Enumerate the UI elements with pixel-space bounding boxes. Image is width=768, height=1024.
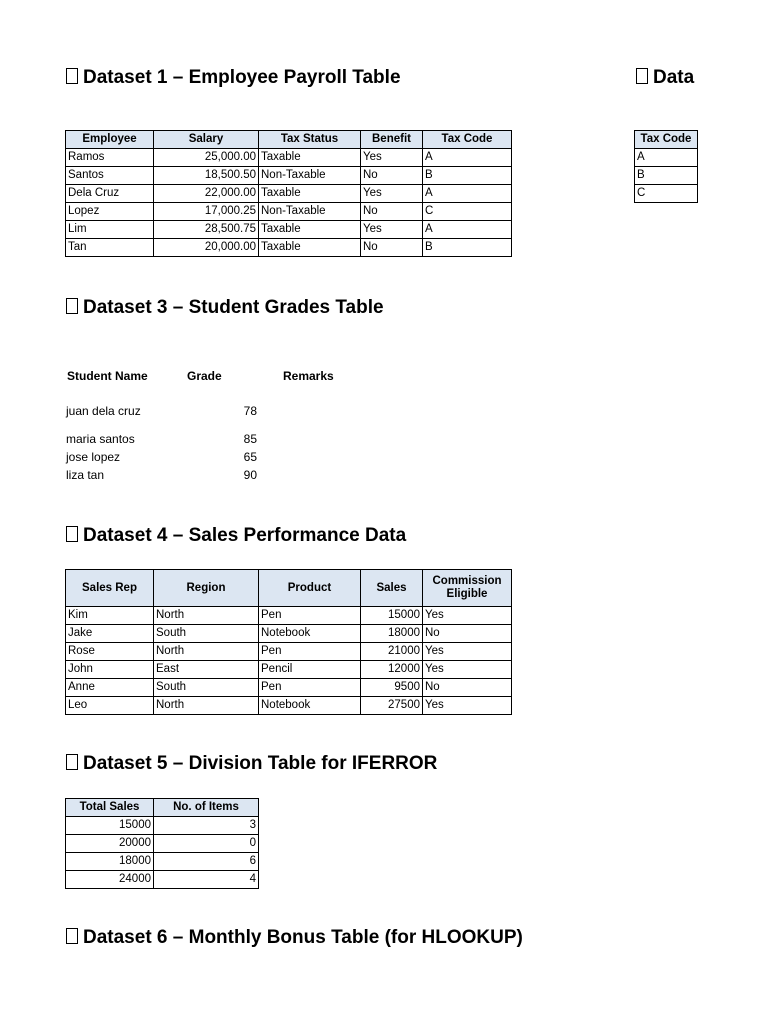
table-row — [66, 817, 259, 835]
table-row — [66, 149, 512, 167]
table-row — [66, 239, 512, 257]
table-cell: Notebook — [259, 697, 361, 715]
table-cell: 24000 — [66, 871, 154, 889]
table-cell: North — [154, 607, 259, 625]
dataset4-title: Dataset 4 – Sales Performance Data — [83, 525, 407, 546]
table-row — [66, 203, 512, 221]
student-name: liza tan — [66, 468, 105, 482]
table-cell: A — [423, 149, 512, 167]
column-header: No. of Items — [154, 799, 259, 817]
missing-glyph-icon — [66, 526, 78, 542]
table-row — [66, 835, 259, 853]
table-cell: Taxable — [259, 149, 361, 167]
table-cell: B — [635, 167, 698, 185]
table-cell: 4 — [154, 871, 259, 889]
dataset6-heading — [66, 926, 523, 950]
dataset2-title: Data — [653, 67, 695, 88]
table-cell: 15000 — [66, 817, 154, 835]
table-cell: Leo — [66, 697, 154, 715]
table-cell: Non-Taxable — [259, 167, 361, 185]
dataset5-title: Dataset 5 – Division Table for IFERROR — [83, 753, 438, 774]
table-cell: Yes — [361, 149, 423, 167]
dataset4-heading — [66, 524, 406, 548]
table-cell: Tan — [66, 239, 154, 257]
table-cell: Yes — [423, 697, 512, 715]
student-grade: 90 — [243, 468, 257, 482]
table-cell: A — [423, 185, 512, 203]
table-row — [66, 679, 512, 697]
table-cell: Pen — [259, 679, 361, 697]
table-cell: A — [635, 149, 698, 167]
table-cell: C — [635, 185, 698, 203]
table-row — [66, 661, 512, 679]
table-cell: Pen — [259, 607, 361, 625]
table-cell: 6 — [154, 853, 259, 871]
table-row — [66, 625, 512, 643]
student-name: jose lopez — [66, 450, 121, 464]
table-cell: No — [361, 203, 423, 221]
table-cell: A — [423, 221, 512, 239]
table-cell: Santos — [66, 167, 154, 185]
table-cell: 18000 — [361, 625, 423, 643]
table-cell: Taxable — [259, 185, 361, 203]
table-cell: Pencil — [259, 661, 361, 679]
table-cell: 3 — [154, 817, 259, 835]
table-cell: South — [154, 679, 259, 697]
table-cell: Yes — [361, 221, 423, 239]
column-header: Tax Code — [635, 131, 698, 149]
table-row — [66, 167, 512, 185]
table-cell: Non-Taxable — [259, 203, 361, 221]
column-header: Benefit — [361, 131, 423, 149]
table-cell: 20000 — [66, 835, 154, 853]
table-cell: Jake — [66, 625, 154, 643]
table-cell: B — [423, 239, 512, 257]
table-cell: No — [361, 239, 423, 257]
table-cell: 0 — [154, 835, 259, 853]
table-cell: 12000 — [361, 661, 423, 679]
table-cell: North — [154, 643, 259, 661]
table-cell: 28,500.75 — [154, 221, 259, 239]
table-cell: Yes — [423, 643, 512, 661]
column-header: Commission Eligible — [423, 570, 512, 607]
table-cell: Notebook — [259, 625, 361, 643]
table-cell: 27500 — [361, 697, 423, 715]
table-cell: 22,000.00 — [154, 185, 259, 203]
student-name: maria santos — [66, 432, 135, 446]
missing-glyph-icon — [66, 298, 78, 314]
column-header: Sales — [361, 570, 423, 607]
table-row — [635, 167, 698, 185]
table-cell: 25,000.00 — [154, 149, 259, 167]
table-row — [66, 871, 259, 889]
table-cell: Lopez — [66, 203, 154, 221]
table-cell: Lim — [66, 221, 154, 239]
table-cell: Anne — [66, 679, 154, 697]
table-row — [66, 185, 512, 203]
missing-glyph-icon — [66, 68, 78, 84]
table-cell: John — [66, 661, 154, 679]
table-cell: North — [154, 697, 259, 715]
table-cell: 18,500.50 — [154, 167, 259, 185]
table-header-row — [66, 570, 512, 607]
table-row — [66, 643, 512, 661]
dataset3-title: Dataset 3 – Student Grades Table — [83, 297, 384, 318]
dataset2-heading — [636, 66, 694, 90]
table-cell: 18000 — [66, 853, 154, 871]
table-cell: C — [423, 203, 512, 221]
missing-glyph-icon — [66, 754, 78, 770]
column-header: Salary — [154, 131, 259, 149]
table-cell: Taxable — [259, 239, 361, 257]
column-header: Tax Code — [423, 131, 512, 149]
column-header: Product — [259, 570, 361, 607]
table-row — [66, 221, 512, 239]
student-grade: 85 — [243, 432, 257, 446]
table-cell: 9500 — [361, 679, 423, 697]
column-header: Sales Rep — [66, 570, 154, 607]
table-cell: Dela Cruz — [66, 185, 154, 203]
table-header-row — [66, 799, 259, 817]
student-grade: 65 — [243, 450, 257, 464]
student-grade: 78 — [243, 404, 257, 418]
column-header: Region — [154, 570, 259, 607]
table-cell: Yes — [423, 661, 512, 679]
table-row — [66, 697, 512, 715]
division-table — [65, 798, 259, 889]
payroll-table — [65, 130, 512, 257]
column-header: Total Sales — [66, 799, 154, 817]
column-header: Remarks — [283, 369, 334, 383]
dataset3-heading — [66, 296, 384, 320]
table-cell: B — [423, 167, 512, 185]
missing-glyph-icon — [66, 928, 78, 944]
table-cell: Pen — [259, 643, 361, 661]
table-cell: 17,000.25 — [154, 203, 259, 221]
table-cell: Kim — [66, 607, 154, 625]
table-header-row — [635, 131, 698, 149]
table-cell: Ramos — [66, 149, 154, 167]
table-cell: No — [423, 625, 512, 643]
dataset5-heading — [66, 752, 437, 776]
missing-glyph-icon — [636, 68, 648, 84]
tax-code-table — [634, 130, 698, 203]
column-header: Grade — [187, 369, 222, 383]
table-cell: 20,000.00 — [154, 239, 259, 257]
table-cell: 15000 — [361, 607, 423, 625]
column-header: Student Name — [67, 369, 148, 383]
dataset6-title: Dataset 6 – Monthly Bonus Table (for HLOOKUP) — [83, 927, 523, 948]
table-row — [635, 149, 698, 167]
table-row — [635, 185, 698, 203]
table-cell: No — [361, 167, 423, 185]
table-cell: South — [154, 625, 259, 643]
table-cell: Yes — [361, 185, 423, 203]
dataset1-heading — [66, 66, 401, 90]
table-header-row — [66, 131, 512, 149]
table-cell: East — [154, 661, 259, 679]
table-cell: No — [423, 679, 512, 697]
table-cell: 21000 — [361, 643, 423, 661]
table-cell: Taxable — [259, 221, 361, 239]
table-row — [66, 853, 259, 871]
sales-table — [65, 569, 512, 715]
table-row — [66, 607, 512, 625]
column-header: Employee — [66, 131, 154, 149]
dataset1-title: Dataset 1 – Employee Payroll Table — [83, 67, 401, 88]
column-header: Tax Status — [259, 131, 361, 149]
student-name: juan dela cruz — [66, 404, 141, 418]
table-cell: Yes — [423, 607, 512, 625]
table-cell: Rose — [66, 643, 154, 661]
